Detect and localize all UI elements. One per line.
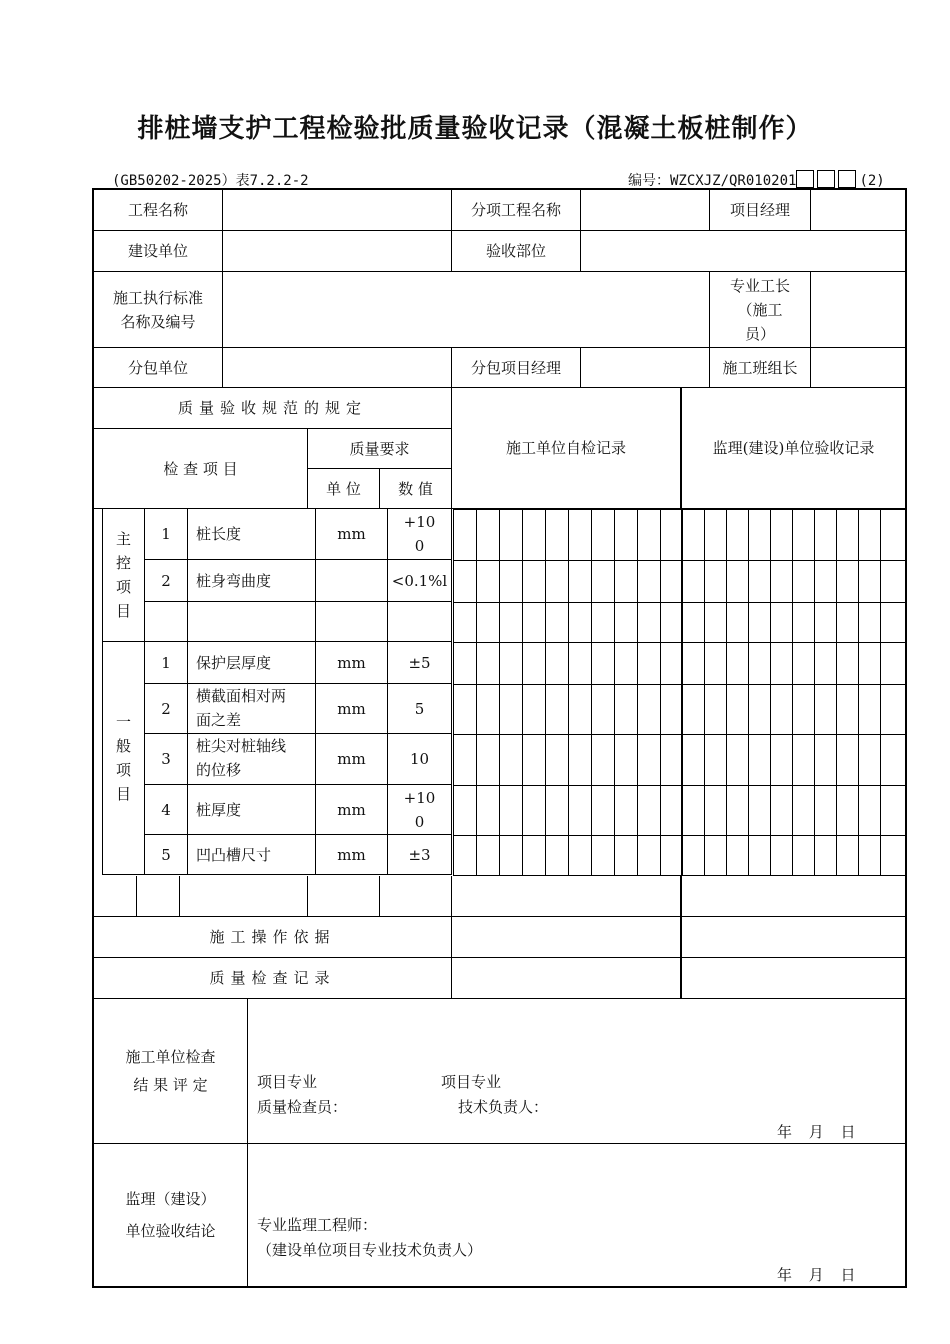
exec-standard-label: 施工执行标准名称及编号: [94, 272, 223, 348]
conclusion-tech-owner-label: （建设单位项目专业技术负责人）: [257, 1241, 483, 1259]
number-box-3[interactable]: [838, 170, 856, 188]
conclusion-label-l1: 监理（建设）: [125, 1190, 216, 1208]
eval-qc-label: 质量检查员：: [257, 1098, 348, 1116]
foreman-label-line2: （施工: [737, 300, 783, 319]
general-group-l2: 般: [115, 737, 131, 755]
foreman-field[interactable]: [811, 272, 905, 348]
general-item-value: ±5: [388, 642, 452, 684]
general-item-name: 保护层厚度: [188, 642, 316, 684]
check-grid[interactable]: [453, 509, 905, 876]
main-item-no: 1: [145, 509, 188, 560]
operation-basis-self-field[interactable]: [452, 917, 681, 958]
general-item-value: 10: [388, 734, 452, 785]
main-item-value: [388, 509, 452, 560]
value-heading: 数 值: [380, 469, 452, 509]
quality-req-heading: 质量要求: [308, 429, 452, 469]
main-item-value: <0.1%l: [388, 560, 452, 602]
record-number-label: 编号：WZCXJZ/QR010201: [628, 173, 797, 189]
main-item-value-l1: +10: [403, 513, 436, 531]
quality-record-supervision-field[interactable]: [681, 958, 905, 999]
empty-cell: [380, 876, 452, 917]
quality-record-label: 质量检查记录: [94, 958, 452, 999]
main-item-name: 桩身弯曲度: [188, 560, 316, 602]
evaluation-label-l2: 结 果 评 定: [133, 1076, 208, 1094]
general-item-name-l2: 面之差: [196, 711, 242, 729]
number-box-1[interactable]: [796, 170, 814, 188]
subcontractor-field[interactable]: [223, 348, 452, 388]
quality-record-self-field[interactable]: [452, 958, 681, 999]
sub-project-field[interactable]: [581, 190, 710, 231]
empty-cell[interactable]: [452, 876, 681, 917]
construction-unit-field[interactable]: [223, 231, 452, 272]
conclusion-date: 年 月 日: [777, 1266, 862, 1284]
exec-standard-field[interactable]: [223, 272, 710, 348]
evaluation-label: [94, 999, 248, 1144]
general-item-value-l1: +10: [403, 788, 436, 807]
general-item-value-l2: 0: [414, 812, 425, 831]
spec-heading: 质量验收规范的规定: [94, 388, 452, 429]
conclusion-label: [94, 1144, 248, 1286]
main-group-label: [102, 509, 145, 642]
main-group-l4: 目: [115, 602, 131, 620]
eval-pro-label-1: 项目专业: [257, 1073, 318, 1091]
record-number: [628, 170, 885, 190]
main-group-l3: 项: [115, 578, 131, 596]
general-item-name: [188, 734, 316, 785]
general-item-name: [188, 684, 316, 734]
eval-date: 年 月 日: [777, 1123, 862, 1141]
main-item-unit: [316, 560, 388, 602]
general-item-name-l2: 的位移: [196, 761, 242, 779]
general-item-name-l1: 桩尖对桩轴线: [196, 737, 287, 755]
general-item-unit: mm: [316, 734, 388, 785]
acceptance-part-label: 验收部位: [452, 231, 581, 272]
record-table: [92, 188, 907, 1288]
general-item-unit: mm: [316, 785, 388, 835]
page-title: 排桩墙支护工程检验批质量验收记录（混凝土板桩制作）: [137, 114, 813, 144]
conclusion-label-l2: 单位验收结论: [125, 1222, 216, 1240]
main-item-empty: [188, 602, 316, 642]
team-leader-field[interactable]: [811, 348, 905, 388]
eval-pro-label-2: 项目专业: [441, 1073, 502, 1091]
record-number-suffix: (2): [859, 173, 885, 189]
general-group-l4: 目: [115, 785, 131, 803]
supervision-heading: 监理(建设)单位验收记录: [681, 388, 905, 509]
empty-cell: [308, 876, 380, 917]
general-item-unit: mm: [316, 835, 388, 875]
general-item-value: ±3: [388, 835, 452, 875]
check-items-heading: 检 查 项 目: [94, 429, 308, 509]
project-manager-label: 项目经理: [710, 190, 811, 231]
subcontractor-label: 分包单位: [94, 348, 223, 388]
project-manager-field[interactable]: [811, 190, 905, 231]
sub-pm-field[interactable]: [581, 348, 710, 388]
eval-tech-label: 技术负责人：: [458, 1098, 549, 1116]
project-name-label: 工程名称: [94, 190, 223, 231]
main-group-l1: 主: [115, 530, 131, 548]
main-item-empty: [388, 602, 452, 642]
conclusion-engineer-label: 专业监理工程师：: [257, 1216, 378, 1234]
standard-reference: (GB50202-2025）表7.2.2-2: [112, 173, 309, 189]
general-item-no: 5: [145, 835, 188, 875]
operation-basis-supervision-field[interactable]: [681, 917, 905, 958]
acceptance-part-field[interactable]: [581, 231, 905, 272]
general-group-l1: 一: [115, 713, 131, 731]
empty-cell: [137, 876, 180, 917]
general-item-no: 2: [145, 684, 188, 734]
general-item-value: 5: [388, 684, 452, 734]
foreman-label-line3: 员）: [744, 324, 775, 343]
operation-basis-label: 施工操作依据: [94, 917, 452, 958]
empty-cell: [180, 876, 308, 917]
number-box-2[interactable]: [817, 170, 835, 188]
sub-project-label: 分项工程名称: [452, 190, 581, 231]
main-group-l2: 控: [115, 554, 131, 572]
evaluation-label-l1: 施工单位检查: [125, 1048, 216, 1066]
general-item-unit: mm: [316, 684, 388, 734]
general-item-name: 凹凸槽尺寸: [188, 835, 316, 875]
team-leader-label: 施工班组长: [710, 348, 811, 388]
general-item-unit: mm: [316, 642, 388, 684]
project-name-field[interactable]: [223, 190, 452, 231]
general-item-no: 1: [145, 642, 188, 684]
unit-heading: 单 位: [308, 469, 380, 509]
empty-cell[interactable]: [681, 876, 905, 917]
general-item-name-l1: 横截面相对两: [196, 687, 287, 705]
general-group-l3: 项: [115, 761, 131, 779]
main-item-name: 桩长度: [188, 509, 316, 560]
foreman-label-line1: 专业工长: [729, 276, 790, 295]
main-item-no: 2: [145, 560, 188, 602]
main-item-unit: mm: [316, 509, 388, 560]
general-item-value: [388, 785, 452, 835]
general-group-label: [102, 642, 145, 875]
main-item-empty: [316, 602, 388, 642]
foreman-label: [710, 272, 811, 348]
general-item-no: 3: [145, 734, 188, 785]
main-item-value-l2: 0: [414, 537, 425, 555]
general-item-name: 桩厚度: [188, 785, 316, 835]
main-item-empty: [145, 602, 188, 642]
self-check-heading: 施工单位自检记录: [452, 388, 681, 509]
empty-cell: [94, 876, 137, 917]
general-item-no: 4: [145, 785, 188, 835]
construction-unit-label: 建设单位: [94, 231, 223, 272]
sub-pm-label: 分包项目经理: [452, 348, 581, 388]
